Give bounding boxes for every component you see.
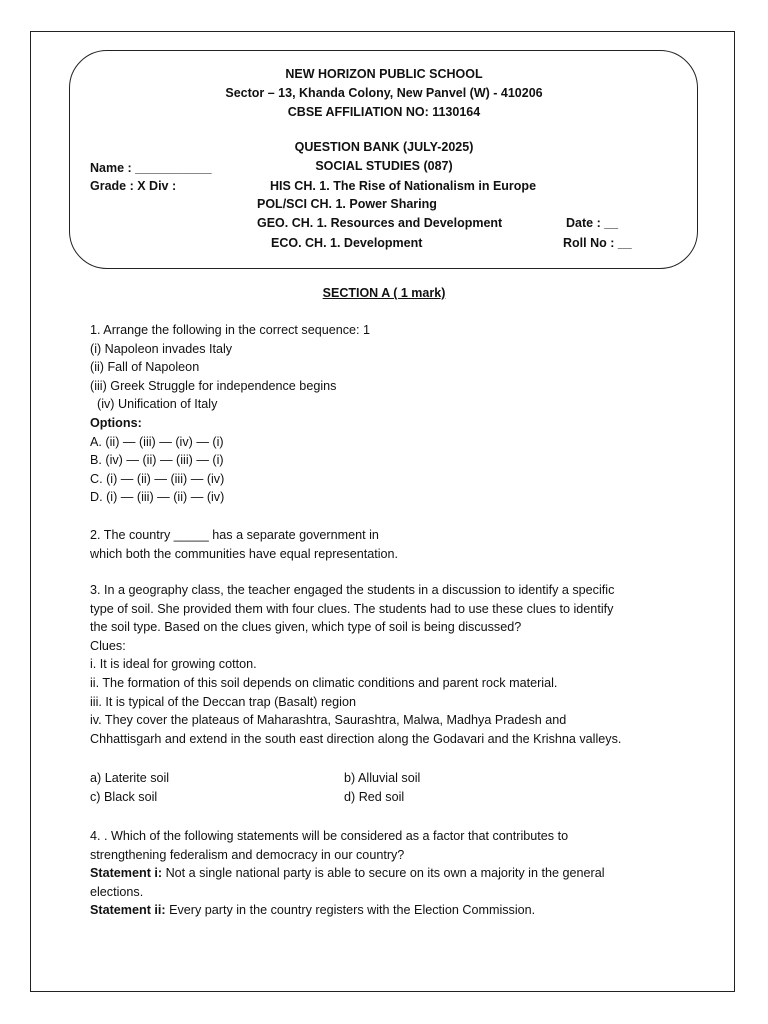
q1-option: A. (ii) — (iii) — (iv) — (i) [90, 434, 224, 449]
q4-statement-1-text: Not a single national party is able to secure on its own a majority in the general [162, 866, 605, 881]
question-bank-title: QUESTION BANK (JULY-2025) [294, 140, 474, 154]
school-name: NEW HORIZON PUBLIC SCHOOL [285, 67, 483, 81]
q4-statement-1 [90, 864, 605, 883]
q4-line: 4. . Which of the following statements will be considered as a factor that contributes to [90, 829, 569, 843]
q4-statement-2-text: Every party in the country registers with the Election Commission. [165, 903, 536, 918]
q4-statement-1-cont: elections. [90, 884, 144, 899]
question-3 [90, 581, 621, 748]
q1-item: (iv) Unification of Italy [90, 397, 218, 412]
q3-clue: iii. It is typical of the Deccan trap (Basalt) region [90, 694, 356, 709]
q3-clue: i. It is ideal for growing cotton. [90, 657, 257, 672]
chapter-polsci: POL/SCI CH. 1. Power Sharing [257, 197, 437, 211]
chapter-history: HIS CH. 1. The Rise of Nationalism in Europe [270, 179, 537, 193]
date-label: Date : __ [566, 216, 619, 230]
question-2 [90, 526, 398, 563]
grade-div-label: Grade : X Div : [90, 179, 177, 193]
q1-item: (i) Napoleon invades Italy [90, 341, 233, 356]
chapter-geography: GEO. CH. 1. Resources and Development [257, 216, 503, 230]
q3-option-a: a) Laterite soil [90, 771, 170, 785]
q2-line: 2. The country _____ has a separate government in [90, 528, 379, 542]
name-field-label: Name : ___________ [90, 161, 212, 175]
q1-item: (ii) Fall of Napoleon [90, 360, 200, 375]
q1-stem: 1. Arrange the following in the correct sequence: 1 [90, 323, 371, 337]
q1-item: (iii) Greek Struggle for independence begins [90, 378, 337, 393]
q3-clue: Chhattisgarh and extend in the south east direction along the Godavari and the Krishna valleys. [90, 731, 622, 746]
roll-number-label: Roll No : __ [563, 236, 632, 250]
q1-options-label: Options: [90, 415, 142, 430]
q4-line: strengthening federalism and democracy in our country? [90, 847, 405, 862]
q4-statement-2 [90, 901, 605, 920]
chapter-economics: ECO. CH. 1. Development [271, 236, 423, 250]
q3-line: type of soil. She provided them with four clues. The students had to use these clues to identify [90, 601, 614, 616]
school-address: Sector – 13, Khanda Colony, New Panvel (W) - 410206 [225, 86, 543, 100]
q3-line: the soil type. Based on the clues given, which type of soil is being discussed? [90, 620, 522, 635]
q2-line: which both the communities have equal representation. [90, 546, 399, 561]
q3-clue: iv. They cover the plateaus of Maharashtra, Saurashtra, Malwa, Madhya Pradesh and [90, 713, 567, 728]
q3-option-d: d) Red soil [344, 790, 405, 804]
question-4 [90, 827, 605, 920]
section-title: SECTION A ( 1 mark) [322, 286, 446, 300]
q3-option-c: c) Black soil [90, 790, 158, 804]
question-1 [90, 321, 370, 507]
affiliation-number: CBSE AFFILIATION NO: 1130164 [287, 105, 481, 119]
q4-statement-2-label: Statement ii: [90, 903, 166, 918]
q3-line: 3. In a geography class, the teacher engaged the students in a discussion to identify a specific [90, 583, 615, 597]
subject-title: SOCIAL STUDIES (087) [315, 159, 453, 173]
q3-clue: ii. The formation of this soil depends on climatic conditions and parent rock material. [90, 675, 558, 690]
q3-option-b: b) Alluvial soil [344, 771, 421, 785]
q3-clues-label: Clues: [90, 638, 126, 653]
q4-statement-1-label: Statement i: [90, 866, 163, 881]
q1-option: C. (i) — (ii) — (iii) — (iv) [90, 471, 225, 486]
q1-option: D. (i) — (iii) — (ii) — (iv) [90, 490, 225, 505]
q1-option: B. (iv) — (ii) — (iii) — (i) [90, 453, 224, 468]
